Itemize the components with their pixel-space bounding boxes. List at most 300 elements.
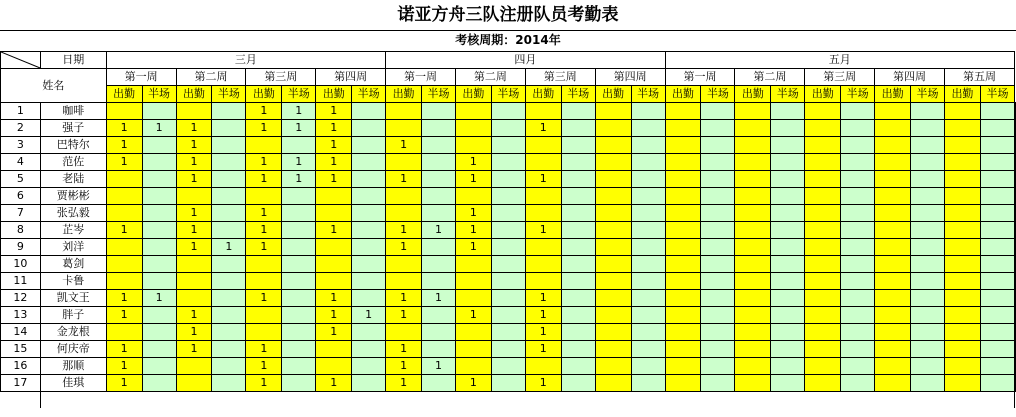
row-number: 4 [1,154,41,171]
attend-cell: 1 [386,341,422,358]
row-number: 17 [1,375,41,392]
attend-cell [246,307,282,324]
half-cell [212,290,246,307]
half-cell [212,375,246,392]
attend-cell: 1 [386,222,422,239]
half-cell [980,256,1014,273]
week-header: 第四周 [595,69,665,86]
half-cell [841,341,875,358]
attend-cell [386,205,422,222]
attend-cell [1015,256,1016,273]
attend-cell: 1 [176,341,212,358]
table-row [1,239,1016,256]
half-cell [561,222,595,239]
attend-cell: 1 [525,341,561,358]
attend-cell: 1 [246,375,282,392]
member-name: 金龙根 [40,324,106,341]
attend-cell [316,188,352,205]
half-cell [352,256,386,273]
attend-cell [455,256,491,273]
half-cell [561,375,595,392]
table-row [1,154,1016,171]
member-name: 张弘毅 [40,205,106,222]
attend-cell: 1 [106,222,142,239]
half-cell [911,205,945,222]
attend-cell [735,239,771,256]
attend-cell [106,256,142,273]
attend-cell: 1 [246,290,282,307]
attend-cell [735,120,771,137]
half-cell [212,307,246,324]
half-cell [631,290,665,307]
attend-cell [665,154,701,171]
attend-cell: 1 [525,171,561,188]
attend-cell [595,205,631,222]
table-row [1,171,1016,188]
attend-cell [735,358,771,375]
half-cell [631,239,665,256]
half-cell [142,324,176,341]
half-cell [980,120,1014,137]
member-name: 巴特尔 [40,137,106,154]
attend-cell: 1 [386,290,422,307]
attend-cell: 1 [246,103,282,120]
attend-cell [665,358,701,375]
half-cell [911,256,945,273]
attendance-table [0,51,1016,408]
attend-cell [805,120,841,137]
half-cell [422,154,456,171]
half-cell [352,358,386,375]
attend-cell [246,324,282,341]
attend-cell: 1 [176,324,212,341]
attend-cell [944,358,980,375]
attend-cell [735,307,771,324]
half-cell [631,375,665,392]
attend-cell [106,239,142,256]
attend-cell: 1 [246,222,282,239]
half-cell [701,188,735,205]
attend-cell [665,188,701,205]
half-cell [561,290,595,307]
half-cell [841,222,875,239]
table-row [1,358,1016,375]
half-cell [701,341,735,358]
table-row [1,120,1016,137]
row-number: 5 [1,171,41,188]
half-cell [771,375,805,392]
attend-cell: 1 [455,222,491,239]
attend-cell [805,205,841,222]
attend-cell [1015,188,1016,205]
half-cell [491,375,525,392]
week-header: 第三周 [525,69,595,86]
attend-cell [1015,137,1016,154]
half-cell: 1 [142,290,176,307]
attend-cell: 1 [386,375,422,392]
attend-cell [665,341,701,358]
attend-cell [944,239,980,256]
half-cell: 1 [282,120,316,137]
attend-cell: 1 [106,341,142,358]
attend-cell [246,273,282,290]
half-cell [911,188,945,205]
half-header: 半场 [422,86,456,103]
attend-cell [875,188,911,205]
attend-header: 出勤 [455,86,491,103]
half-cell [352,103,386,120]
attend-cell [735,137,771,154]
half-cell [911,171,945,188]
week-header: 第二周 [735,69,805,86]
half-cell [491,341,525,358]
attend-cell: 1 [525,222,561,239]
half-cell [422,120,456,137]
half-cell: 1 [422,358,456,375]
attend-cell [176,273,212,290]
attend-cell: 1 [246,239,282,256]
row-number: 11 [1,273,41,290]
week-header: 第四周 [316,69,386,86]
half-cell [491,120,525,137]
attend-cell [1015,375,1016,392]
half-cell [911,358,945,375]
half-cell [282,188,316,205]
attend-cell [176,188,212,205]
attend-cell [805,103,841,120]
half-cell [491,103,525,120]
attend-cell: 1 [106,154,142,171]
member-name: 贾彬彬 [40,188,106,205]
half-cell [212,154,246,171]
member-name: 佳琪 [40,375,106,392]
half-header: 半场 [142,86,176,103]
half-cell [212,256,246,273]
half-cell: 1 [282,103,316,120]
half-cell [352,205,386,222]
half-cell [980,273,1014,290]
attend-cell: 1 [176,205,212,222]
attend-cell [944,341,980,358]
attend-cell [386,120,422,137]
half-cell [561,358,595,375]
member-name: 老陆 [40,171,106,188]
half-cell [282,273,316,290]
half-cell [771,171,805,188]
member-name: 凯文王 [40,290,106,307]
week-header: 第四周 [875,69,945,86]
table-row [1,103,1016,120]
attend-cell [735,375,771,392]
half-cell [980,171,1014,188]
half-cell [282,290,316,307]
half-cell [422,307,456,324]
week-header: 第二周 [455,69,525,86]
half-cell [491,256,525,273]
row-number: 6 [1,188,41,205]
attend-cell [316,358,352,375]
attend-cell: 1 [106,358,142,375]
half-cell [282,375,316,392]
attend-cell [386,103,422,120]
table-row [1,341,1016,358]
attend-cell [455,137,491,154]
attend-cell [875,375,911,392]
attend-cell [246,256,282,273]
attend-cell [386,324,422,341]
attend-cell [1015,358,1016,375]
attend-cell [106,324,142,341]
half-cell [352,290,386,307]
attend-cell [386,256,422,273]
attend-cell [665,222,701,239]
attend-cell: 1 [386,239,422,256]
half-cell [561,188,595,205]
member-name: 那顺 [40,358,106,375]
attend-cell [665,256,701,273]
half-cell [701,307,735,324]
half-cell [422,324,456,341]
attend-cell [595,137,631,154]
half-cell: 1 [142,120,176,137]
half-cell: 1 [282,171,316,188]
attend-cell [944,324,980,341]
half-cell [701,120,735,137]
week-header: 第一周 [106,69,176,86]
attend-cell: 1 [386,171,422,188]
row-number: 13 [1,307,41,324]
attend-cell: 1 [455,307,491,324]
attend-cell [595,307,631,324]
attend-cell: 1 [386,137,422,154]
half-cell [561,154,595,171]
half-cell [980,154,1014,171]
attend-cell [735,171,771,188]
half-cell [212,205,246,222]
attend-cell [875,222,911,239]
attend-cell [316,239,352,256]
half-cell [701,154,735,171]
half-cell [841,256,875,273]
attend-cell: 1 [106,137,142,154]
half-cell [422,375,456,392]
attend-cell: 1 [316,222,352,239]
attend-cell [735,256,771,273]
month-header: 四月 [386,52,665,69]
half-cell [701,273,735,290]
half-cell [631,307,665,324]
half-cell [911,324,945,341]
half-cell [212,358,246,375]
half-cell [142,358,176,375]
attend-cell [944,137,980,154]
table-row [1,307,1016,324]
attend-cell [1015,171,1016,188]
half-cell [422,273,456,290]
half-header: 半场 [212,86,246,103]
attend-cell: 1 [386,358,422,375]
attend-cell: 1 [316,290,352,307]
half-cell [701,137,735,154]
half-cell [491,222,525,239]
month-header: 五月 [665,52,1014,69]
half-cell [491,137,525,154]
half-cell [701,205,735,222]
half-cell [212,222,246,239]
member-name: 卡鲁 [40,273,106,290]
attend-cell [875,290,911,307]
attend-cell [1015,341,1016,358]
table-row [1,205,1016,222]
attend-cell [1015,205,1016,222]
attend-cell [805,341,841,358]
attend-cell [525,137,561,154]
member-name: 咖啡 [40,103,106,120]
row-number: 14 [1,324,41,341]
half-cell [841,205,875,222]
attend-cell: 1 [455,154,491,171]
attend-cell: 1 [525,375,561,392]
attend-cell [735,205,771,222]
half-cell [212,273,246,290]
member-name: 芷岑 [40,222,106,239]
half-cell [142,256,176,273]
attend-cell [875,171,911,188]
half-cell [911,290,945,307]
half-cell [491,358,525,375]
date-label: 日期 [40,52,106,69]
half-cell [491,154,525,171]
month-header: 三月 [106,52,385,69]
week-header: 第一周 [665,69,735,86]
attend-cell [106,188,142,205]
half-header: 半场 [561,86,595,103]
attend-cell: 1 [525,324,561,341]
empty-cell [1,392,41,409]
attend-cell [316,273,352,290]
half-cell [561,120,595,137]
attend-cell [106,103,142,120]
half-cell [142,239,176,256]
attend-cell: 1 [246,154,282,171]
half-cell [771,103,805,120]
attend-cell [525,239,561,256]
attend-cell: 1 [525,120,561,137]
half-cell [980,358,1014,375]
half-cell [911,375,945,392]
half-cell [142,307,176,324]
half-cell [142,341,176,358]
half-cell [980,222,1014,239]
half-cell [561,171,595,188]
half-cell [841,273,875,290]
attend-cell [875,273,911,290]
half-cell [142,171,176,188]
half-cell [631,103,665,120]
half-cell [282,341,316,358]
table-row [1,188,1016,205]
half-cell [561,341,595,358]
attend-cell [875,256,911,273]
week-header: 第三周 [805,69,875,86]
half-header: 半场 [282,86,316,103]
corner-diagonal-cell [1,52,41,69]
attend-cell: 1 [246,341,282,358]
half-cell [352,188,386,205]
attend-cell [176,290,212,307]
attend-header: 出勤 [805,86,841,103]
name-label: 姓名 [1,69,107,103]
half-cell [282,358,316,375]
attend-cell [944,273,980,290]
half-cell [911,154,945,171]
attend-cell [595,171,631,188]
half-cell [282,222,316,239]
attend-cell [1015,290,1016,307]
attend-cell [595,239,631,256]
half-cell [841,120,875,137]
attend-cell [735,188,771,205]
half-header: 半场 [771,86,805,103]
attend-cell [805,137,841,154]
half-cell [422,341,456,358]
row-number: 1 [1,103,41,120]
half-cell [980,239,1014,256]
attend-cell [875,137,911,154]
half-cell [422,239,456,256]
attend-cell: 1 [316,307,352,324]
half-cell [841,188,875,205]
half-cell [911,341,945,358]
attend-cell [525,273,561,290]
half-cell [631,154,665,171]
attend-cell [665,375,701,392]
attend-cell [176,103,212,120]
attend-cell [944,375,980,392]
attend-cell [525,256,561,273]
half-cell [631,120,665,137]
attend-cell: 1 [246,205,282,222]
half-cell [701,103,735,120]
attend-cell [665,205,701,222]
half-cell [142,154,176,171]
half-cell [911,239,945,256]
half-cell [561,273,595,290]
half-cell [911,120,945,137]
row-number: 12 [1,290,41,307]
half-cell [631,222,665,239]
half-cell [352,324,386,341]
attend-cell [665,290,701,307]
half-cell [980,205,1014,222]
half-cell [352,222,386,239]
half-cell [561,103,595,120]
attend-cell [944,120,980,137]
table-row [1,290,1016,307]
half-cell [771,188,805,205]
attend-cell: 1 [455,171,491,188]
attend-cell [805,307,841,324]
attend-cell: 1 [316,154,352,171]
attend-cell [386,188,422,205]
attend-cell: 1 [455,205,491,222]
half-cell: 1 [352,307,386,324]
attend-cell [665,273,701,290]
attend-header: 出勤 [595,86,631,103]
half-header: 半场 [352,86,386,103]
attend-cell [875,154,911,171]
half-cell [771,154,805,171]
